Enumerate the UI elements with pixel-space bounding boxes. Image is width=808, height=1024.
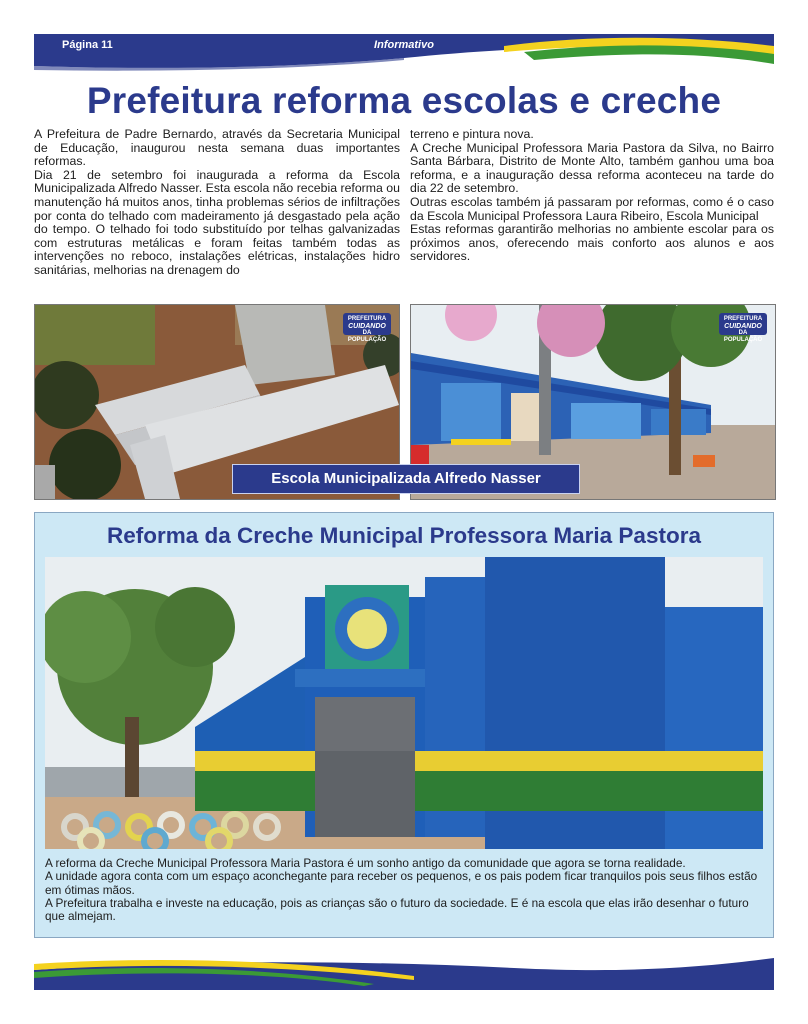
bottom-banner [34,958,774,990]
article-column-right [410,128,774,264]
paragraph: A reforma da Creche Municipal Professora Maria Pastora é um sonho antigo da comunidade que agora se torna realidade. [45,856,686,870]
page-number: Página 11 [62,39,113,51]
paragraph: Estas reformas garantirão melhorias no ambiente escolar para os próximos anos, oferecendo mais conforto aos alunos e aos servidores. [410,222,774,264]
campaign-badge: PREFEITURA CUIDANDO DA POPULAÇÃO [343,313,391,335]
top-banner [34,34,774,74]
section-title: Reforma da Creche Municipal Professora Maria Pastora [107,523,701,548]
page-title: Prefeitura reforma escolas e creche [86,80,722,121]
paragraph: terreno e pintura nova. [410,127,534,141]
creche-description [45,857,763,923]
article-column-left [34,128,400,278]
paragraph: A unidade agora conta com um espaço aconchegante para receber os pequenos, e os pais podem ficar tranquilos pois seus filhos estão em ótimas mãos. [45,869,758,897]
creche-feature-panel [34,512,774,938]
banner-wave-graphic [34,958,774,990]
paragraph: Dia 21 de setembro foi inaugurada a reforma da Escola Municipalizada Alfredo Nasser. Esta escola não recebia reforma ou manutenção há muitos anos, tinha problemas sérios de infiltrações por conta do telhado com madeiramento já desgastado pela ação do tempo. O telhado foi todo substituído por telhas galvanizadas com estruturas metálicas e foram feitas também todas as intervenções no reboco, instalações elétricas, instalações hidro sanitárias, melhorias na drenagem do [34,167,400,277]
section-label: Informativo [374,39,434,51]
creche-photo [45,557,763,849]
paragraph: A Prefeitura de Padre Bernardo, através da Secretaria Municipal de Educação, inaugurou nesta semana duas importantes reformas. [34,127,400,169]
paragraph: A Prefeitura trabalha e investe na educação, pois as crianças são o futuro da sociedade. E é na escola que elas irão desenhar o futuro que almejam. [45,895,749,924]
paragraph: A Creche Municipal Professora Maria Pastora da Silva, no Bairro Santa Bárbara, Distrito de Monte Alto, também ganhou uma boa reforma, e a inauguração dessa reforma aconteceu na tarde do dia 22 de setembro. [410,140,774,196]
photo-caption: Escola Municipalizada Alfredo Nasser [232,464,580,494]
paragraph: Outras escolas também já passaram por reformas, como é o caso da Escola Municipal Professora Laura Ribeiro, Escola Municipal [410,194,774,223]
campaign-badge: PREFEITURA CUIDANDO DA POPULAÇÃO [719,313,767,335]
